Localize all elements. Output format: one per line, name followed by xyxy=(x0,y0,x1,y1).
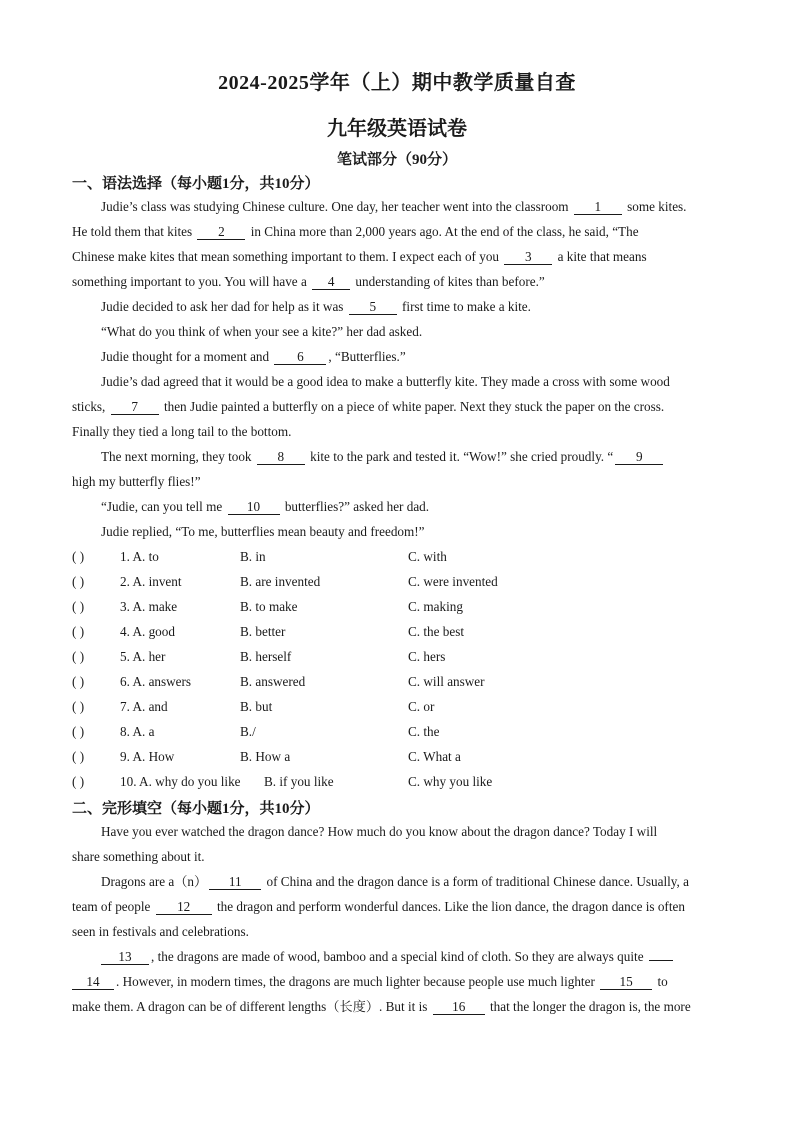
option-b: B. to make xyxy=(240,599,298,614)
blank-11: 11 xyxy=(209,874,261,890)
option-row xyxy=(72,647,732,667)
answer-bracket[interactable]: ( ) xyxy=(72,749,85,764)
answer-bracket[interactable]: ( ) xyxy=(72,549,85,564)
section2-heading: 二、完形填空（每小题1分，共10分） xyxy=(72,801,320,817)
passage2-line: Have you ever watched the dragon dance? How much do you know about the dragon dance? Today I will xyxy=(101,824,658,839)
answer-bracket[interactable]: ( ) xyxy=(72,699,85,714)
option-b: B. in xyxy=(240,549,266,564)
option-row xyxy=(72,572,732,592)
passage2-line: share something about it. xyxy=(72,849,205,864)
passage2-line: 13 , the dragons are made of wood, bamboo and a special kind of cloth. So they are always quite xyxy=(101,947,761,967)
blank-14: 14 xyxy=(72,974,114,990)
exam-subtitle: 九年级英语试卷 xyxy=(327,118,467,140)
passage1-line: something important to you. You will have a 4 understanding of kites than before.” xyxy=(72,274,545,289)
option-b: B. better xyxy=(240,624,286,639)
blank-13: 13 xyxy=(101,949,149,965)
option-c: C. why you like xyxy=(408,774,493,789)
option-row xyxy=(72,547,732,567)
option-a: 7. A. and xyxy=(120,699,168,714)
blank-8: 8 xyxy=(257,449,305,465)
option-c: C. were invented xyxy=(408,574,498,589)
passage1-line: Judie decided to ask her dad for help as it was 5 first time to make a kite. xyxy=(101,299,531,314)
exam-title: 2024-2025学年（上）期中教学质量自查 xyxy=(218,72,576,94)
option-a: 2. A. invent xyxy=(120,574,182,589)
option-a: 1. A. to xyxy=(120,549,159,564)
option-b: B. How a xyxy=(240,749,291,764)
passage2-line: Dragons are a（n） 11 of China and the dragon dance is a form of traditional Chinese dance. Usually, a xyxy=(101,874,689,889)
passage2-line: make them. A dragon can be of different lengths（长度）. But it is 16 that the longer the dragon is, the more xyxy=(72,999,691,1014)
option-c: C. making xyxy=(408,599,463,614)
passage1-line: Finally they tied a long tail to the bottom. xyxy=(72,424,292,439)
answer-bracket[interactable]: ( ) xyxy=(72,624,85,639)
option-row xyxy=(72,672,732,692)
option-b: B. answered xyxy=(240,674,306,689)
option-row xyxy=(72,722,732,742)
answer-bracket[interactable]: ( ) xyxy=(72,574,85,589)
blank-14-start xyxy=(649,960,673,961)
option-c: C. What a xyxy=(408,749,461,764)
option-a: 4. A. good xyxy=(120,624,175,639)
written-part-label: 笔试部分（90分） xyxy=(336,152,457,168)
passage1-line: The next morning, they took 8 kite to the park and tested it. “Wow!” she cried proudly. “ 9 xyxy=(101,447,761,467)
option-c: C. or xyxy=(408,699,435,714)
option-b: B./ xyxy=(240,724,256,739)
option-a: 6. A. answers xyxy=(120,674,192,689)
passage2-line: seen in festivals and celebrations. xyxy=(72,924,249,939)
option-row xyxy=(72,697,732,717)
answer-bracket[interactable]: ( ) xyxy=(72,599,85,614)
option-row xyxy=(72,747,732,767)
blank-3: 3 xyxy=(504,249,552,265)
blank-12: 12 xyxy=(156,899,212,915)
option-c: C. the xyxy=(408,724,440,739)
answer-bracket[interactable]: ( ) xyxy=(72,649,85,664)
blank-9: 9 xyxy=(615,449,663,465)
option-row xyxy=(72,772,732,792)
passage1-line: Judie’s class was studying Chinese culture. One day, her teacher went into the classroom 1 some kites. xyxy=(101,199,687,214)
answer-bracket[interactable]: ( ) xyxy=(72,774,85,789)
passage1-line: Judie replied, “To me, butterflies mean beauty and freedom!” xyxy=(101,524,425,539)
option-a: 3. A. make xyxy=(120,599,178,614)
passage2-line: 14 . However, in modern times, the dragons are much lighter because people use much lighter 15 to xyxy=(72,972,732,992)
option-a: 8. A. a xyxy=(120,724,155,739)
passage2-line: team of people 12 the dragon and perform wonderful dances. Like the lion dance, the dragon dance is often xyxy=(72,899,685,914)
option-row xyxy=(72,622,732,642)
option-b: B. are invented xyxy=(240,574,321,589)
option-c: C. will answer xyxy=(408,674,485,689)
option-b: B. if you like xyxy=(264,774,334,789)
option-a: 9. A. How xyxy=(120,749,175,764)
passage1-line: Judie thought for a moment and 6 , “Butterflies.” xyxy=(101,349,406,364)
blank-4: 4 xyxy=(312,274,350,290)
passage1-line: Judie’s dad agreed that it would be a good idea to make a butterfly kite. They made a cross with some wood xyxy=(101,374,670,389)
option-a: 10. A. why do you like xyxy=(120,774,241,789)
option-c: C. the best xyxy=(408,624,465,639)
passage1-line: sticks, 7 then Judie painted a butterfly on a piece of white paper. Next they stuck the paper on the cross. xyxy=(72,399,665,414)
option-c: C. hers xyxy=(408,649,446,664)
passage1-line: He told them that kites 2 in China more than 2,000 years ago. At the end of the class, he said, “The xyxy=(72,224,639,239)
section1-heading: 一、语法选择（每小题1分，共10分） xyxy=(72,176,320,192)
blank-16: 16 xyxy=(433,999,485,1015)
option-b: B. but xyxy=(240,699,273,714)
passage1-line: Chinese make kites that mean something important to them. I expect each of you 3 a kite that means xyxy=(72,249,647,264)
passage1-line: “What do you think of when your see a kite?” her dad asked. xyxy=(101,324,423,339)
blank-7: 7 xyxy=(111,399,159,415)
option-a: 5. A. her xyxy=(120,649,166,664)
answer-bracket[interactable]: ( ) xyxy=(72,724,85,739)
blank-15: 15 xyxy=(600,974,652,990)
passage1-line: “Judie, can you tell me 10 butterflies?” asked her dad. xyxy=(101,499,430,514)
blank-5: 5 xyxy=(349,299,397,315)
option-b: B. herself xyxy=(240,649,292,664)
option-c: C. with xyxy=(408,549,447,564)
answer-bracket[interactable]: ( ) xyxy=(72,674,85,689)
blank-2: 2 xyxy=(197,224,245,240)
blank-1: 1 xyxy=(574,199,622,215)
option-row xyxy=(72,597,732,617)
passage1-line: high my butterfly flies!” xyxy=(72,474,201,489)
blank-6: 6 xyxy=(274,349,326,365)
blank-10: 10 xyxy=(228,499,280,515)
